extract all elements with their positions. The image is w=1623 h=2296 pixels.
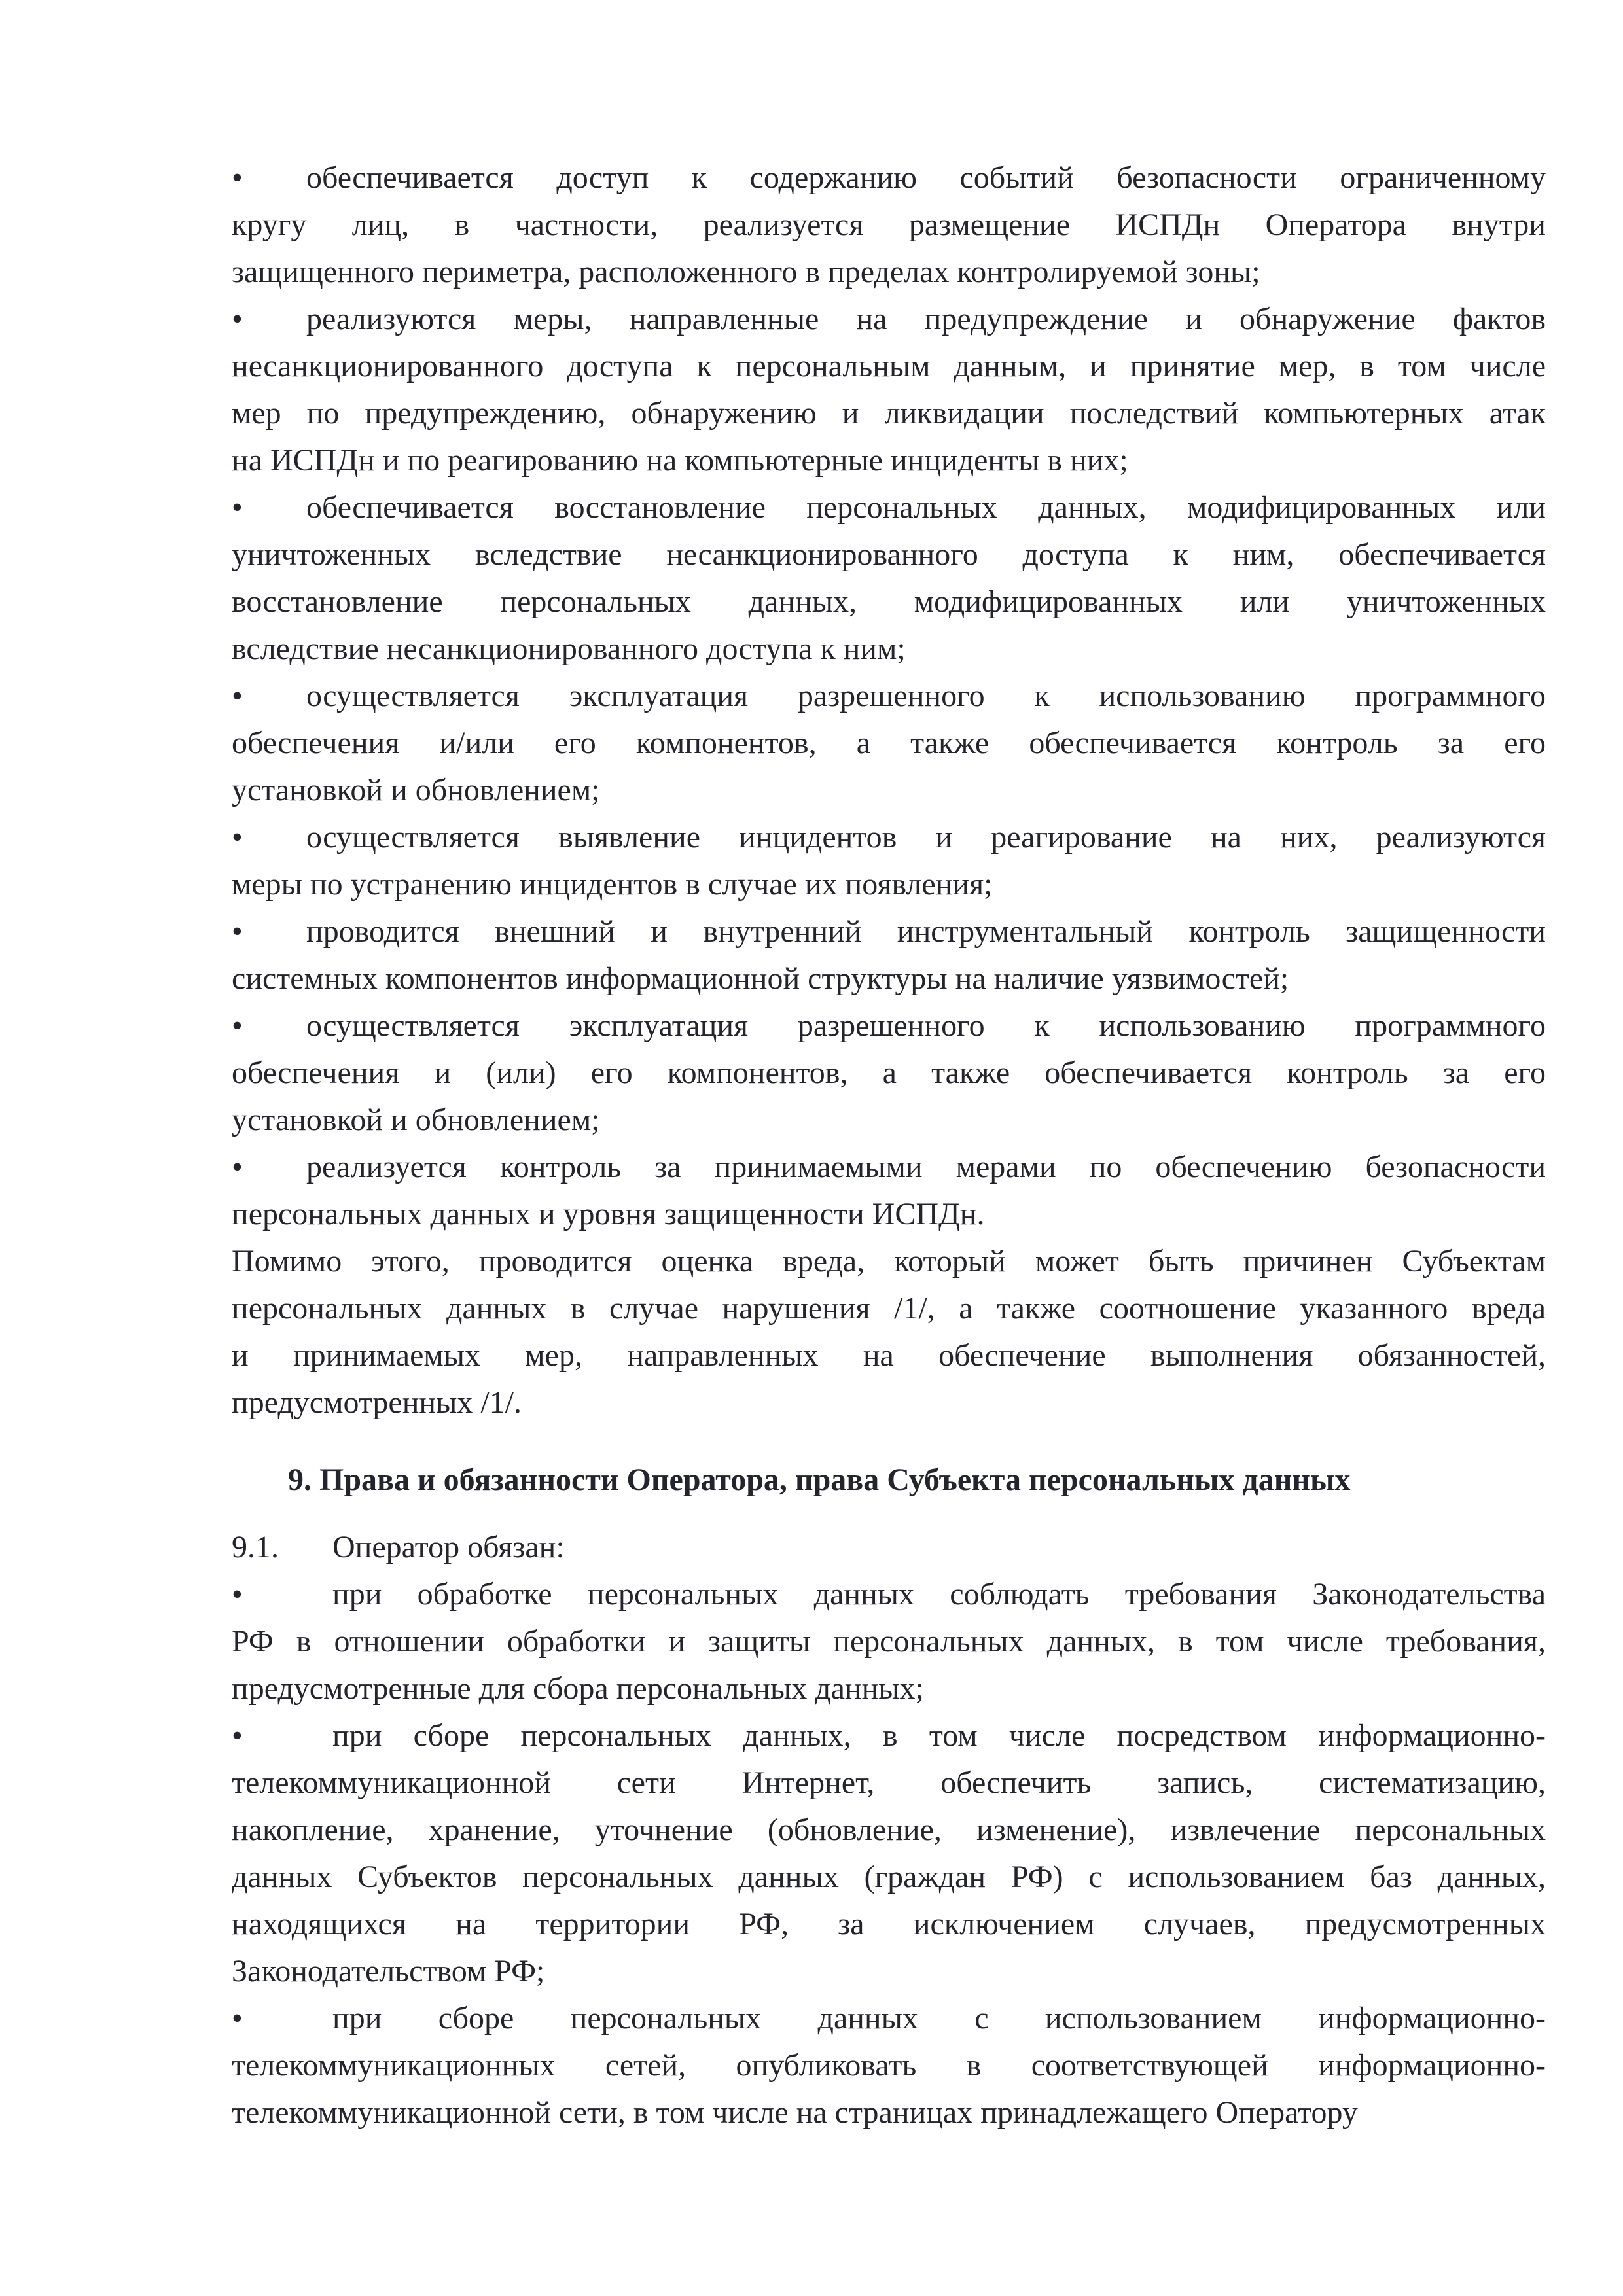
text-line: РФ в отношении обработки и защиты персональных данных, в том числе требования, xyxy=(232,1624,1546,1659)
text-line: меры по устранению инцидентов в случае их появления; xyxy=(232,867,993,902)
text-line: накопление, хранение, уточнение (обновление, изменение), извлечение персональных xyxy=(232,1812,1546,1847)
bullet-line xyxy=(232,673,1546,720)
bullet-line xyxy=(232,1144,1546,1191)
text-line: осуществляется выявление инцидентов и реагирование на них, реализуются xyxy=(306,820,1546,855)
text-line: кругу лиц, в частности, реализуется размещение ИСПДн Оператора внутри xyxy=(232,207,1546,242)
text-line: обеспечения и (или) его компонентов, а также обеспечивается контроль за его xyxy=(232,1055,1546,1090)
text-line: и принимаемых мер, направленных на обеспечение выполнения обязанностей, xyxy=(232,1338,1546,1373)
text-line: телекоммуникационной сети, в том числе на страницах принадлежащего Оператору xyxy=(232,2095,1358,2130)
document-content xyxy=(232,154,1546,2136)
bullet-marker: • xyxy=(232,1577,243,1612)
text-line: при сборе персональных данных, в том числе посредством информационно- xyxy=(332,1718,1546,1753)
text-line: защищенного периметра, расположенного в пределах контролируемой зоны; xyxy=(232,255,1260,289)
text-line: данных Субъектов персональных данных (граждан РФ) с использованием баз данных, xyxy=(232,1860,1546,1894)
text-line: осуществляется эксплуатация разрешенного к использованию программного xyxy=(306,1008,1546,1043)
bullet-marker: • xyxy=(232,160,243,195)
bullet-line xyxy=(232,1002,1546,1050)
text-line: при сборе персональных данных с использованием информационно- xyxy=(332,2001,1546,2036)
text-line: осуществляется эксплуатация разрешенного к использованию программного xyxy=(306,679,1546,713)
text-line: обеспечения и/или его компонентов, а также обеспечивается контроль за его xyxy=(232,726,1546,760)
text-line: реализуются меры, направленные на предупреждение и обнаружение фактов xyxy=(306,302,1546,336)
text-line: Законодательством РФ; xyxy=(232,1954,545,1988)
text-line: на ИСПДн и по реагированию на компьютерные инциденты в них; xyxy=(232,443,1128,478)
bullet-marker: • xyxy=(232,820,243,855)
bullet-line xyxy=(232,154,1546,202)
text-line: телекоммуникационной сети Интернет, обеспечить запись, систематизацию, xyxy=(232,1765,1546,1800)
text-line: при обработке персональных данных соблюдать требования Законодательства xyxy=(332,1577,1546,1612)
numbered-item xyxy=(232,1524,1546,1571)
section-heading: 9. Права и обязанности Оператора, права Субъекта персональных данных xyxy=(288,1462,1351,1497)
text-line: обеспечивается восстановление персональных данных, модифицированных или xyxy=(306,490,1546,525)
text-line: установкой и обновлением; xyxy=(232,1103,600,1137)
bullet-marker: • xyxy=(232,2001,243,2036)
bullet-marker: • xyxy=(232,1150,243,1184)
text-line: реализуется контроль за принимаемыми мерами по обеспечению безопасности xyxy=(306,1150,1546,1184)
text-line: установкой и обновлением; xyxy=(232,773,600,807)
bullet-marker: • xyxy=(232,1718,243,1753)
item-number: 9.1. xyxy=(232,1530,279,1564)
bullet-line xyxy=(232,296,1546,343)
text-line: обеспечивается доступ к содержанию событий безопасности ограниченному xyxy=(306,160,1546,195)
bullet-line xyxy=(232,484,1546,531)
item-text: Оператор обязан: xyxy=(332,1530,565,1564)
text-line: персональных данных в случае нарушения /1/, а также соотношение указанного вреда xyxy=(232,1291,1546,1326)
bullet-marker: • xyxy=(232,490,243,525)
text-line: мер по предупреждению, обнаружению и ликвидации последствий компьютерных атак xyxy=(232,396,1546,431)
text-line: системных компонентов информационной структуры на наличие уязвимостей; xyxy=(232,961,1289,996)
text-line: восстановление персональных данных, модифицированных или уничтоженных xyxy=(232,584,1546,619)
bullet-marker: • xyxy=(232,679,243,713)
bullet-marker: • xyxy=(232,914,243,949)
text-line: проводится внешний и внутренний инструментальный контроль защищенности xyxy=(306,914,1546,949)
bullet-line xyxy=(232,814,1546,861)
bullet-line xyxy=(232,1571,1546,1618)
text-line: предусмотренные для сбора персональных данных; xyxy=(232,1671,924,1706)
text-line: вследствие несанкционированного доступа к ним; xyxy=(232,631,906,666)
text-line: находящихся на территории РФ, за исключением случаев, предусмотренных xyxy=(232,1907,1546,1941)
bullet-marker: • xyxy=(232,302,243,336)
bullet-line xyxy=(232,908,1546,955)
text-line: телекоммуникационных сетей, опубликовать в соответствующей информационно- xyxy=(232,2048,1546,2083)
text-line: персональных данных и уровня защищенности ИСПДн. xyxy=(232,1197,985,1231)
bullet-line xyxy=(232,1712,1546,1759)
text-line: предусмотренных /1/. xyxy=(232,1385,522,1420)
bullet-marker: • xyxy=(232,1008,243,1043)
text-line: уничтоженных вследствие несанкционированного доступа к ним, обеспечивается xyxy=(232,537,1546,572)
text-line: Помимо этого, проводится оценка вреда, который может быть причинен Субъектам xyxy=(232,1244,1546,1279)
bullet-line xyxy=(232,1995,1546,2042)
text-line: несанкционированного доступа к персональным данным, и принятие мер, в том числе xyxy=(232,349,1546,383)
